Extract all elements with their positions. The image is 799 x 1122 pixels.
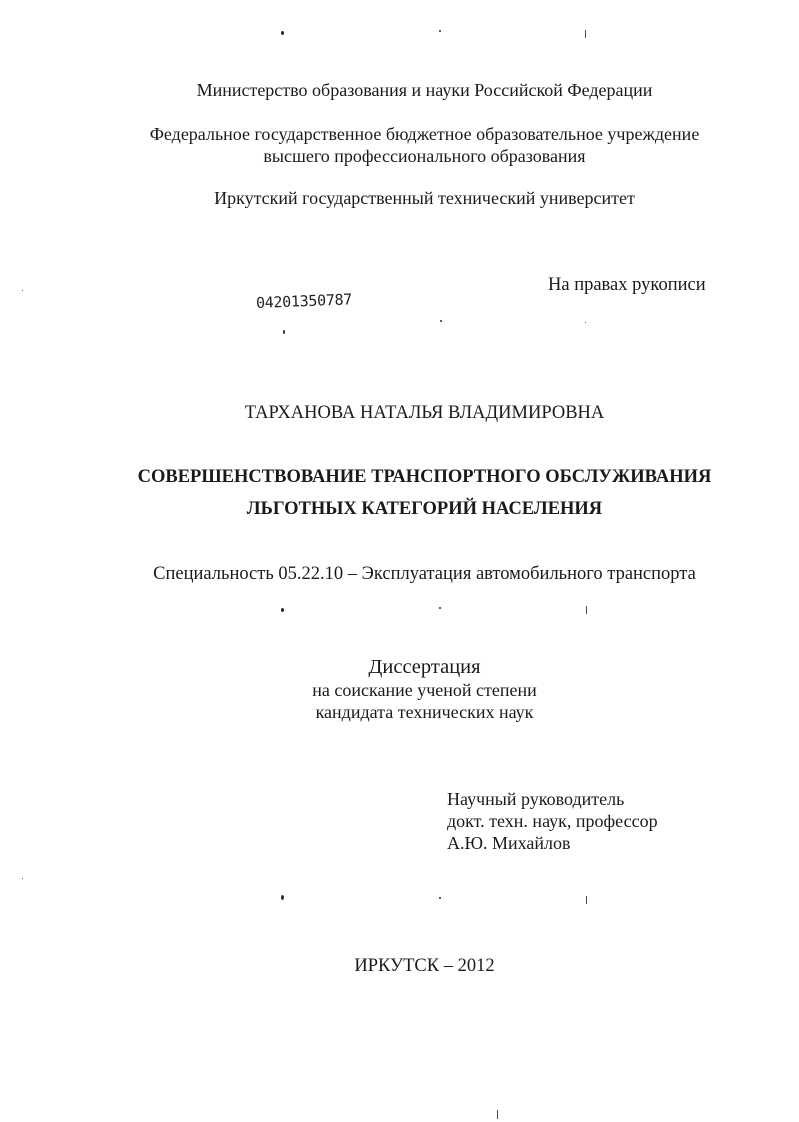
scan-tick — [497, 1110, 498, 1119]
scan-speck — [281, 895, 284, 900]
dissertation-heading: Диссертация — [368, 656, 481, 678]
thesis-title-line2: ЛЬГОТНЫХ КАТЕГОРИЙ НАСЕЛЕНИЯ — [246, 499, 603, 519]
degree-line1: на соискание ученой степени — [312, 680, 537, 700]
scan-tick — [585, 30, 586, 38]
author-name: ТАРХАНОВА НАТАЛЬЯ ВЛАДИМИРОВНА — [244, 403, 605, 423]
manuscript-note: На правах рукописи — [548, 275, 706, 295]
scan-speck — [22, 290, 23, 291]
university-name: Иркутский государственный технический университет — [214, 188, 635, 208]
scan-speck — [439, 607, 441, 609]
thesis-title-line1: СОВЕРШЕНСТВОВАНИЕ ТРАНСПОРТНОГО ОБСЛУЖИВАНИЯ — [137, 467, 712, 487]
supervisor-degree: докт. техн. наук, профессор — [447, 811, 658, 831]
scan-tick — [586, 606, 587, 614]
specialty: Специальность 05.22.10 – Эксплуатация автомобильного транспорта — [153, 564, 696, 584]
scan-speck — [585, 322, 586, 323]
inventory-number-stamp: 04201350787 — [255, 290, 353, 312]
scan-speck — [439, 30, 441, 32]
scan-tick — [586, 896, 587, 904]
scan-speck — [281, 31, 284, 35]
scan-speck — [281, 608, 284, 612]
city-year: ИРКУТСК – 2012 — [354, 956, 495, 976]
supervisor-name: А.Ю. Михайлов — [447, 833, 571, 853]
scan-speck — [439, 897, 441, 899]
institution-type-line1: Федеральное государственное бюджетное образовательное учреждение — [149, 124, 700, 144]
supervisor-role: Научный руководитель — [447, 789, 625, 809]
ministry-name: Министерство образования и науки Российской Федерации — [196, 80, 653, 100]
scan-speck — [283, 330, 285, 334]
scan-speck — [440, 320, 442, 322]
degree-line2: кандидата технических наук — [315, 702, 534, 722]
scan-speck — [22, 878, 23, 879]
institution-type-line2: высшего профессионального образования — [263, 146, 586, 166]
